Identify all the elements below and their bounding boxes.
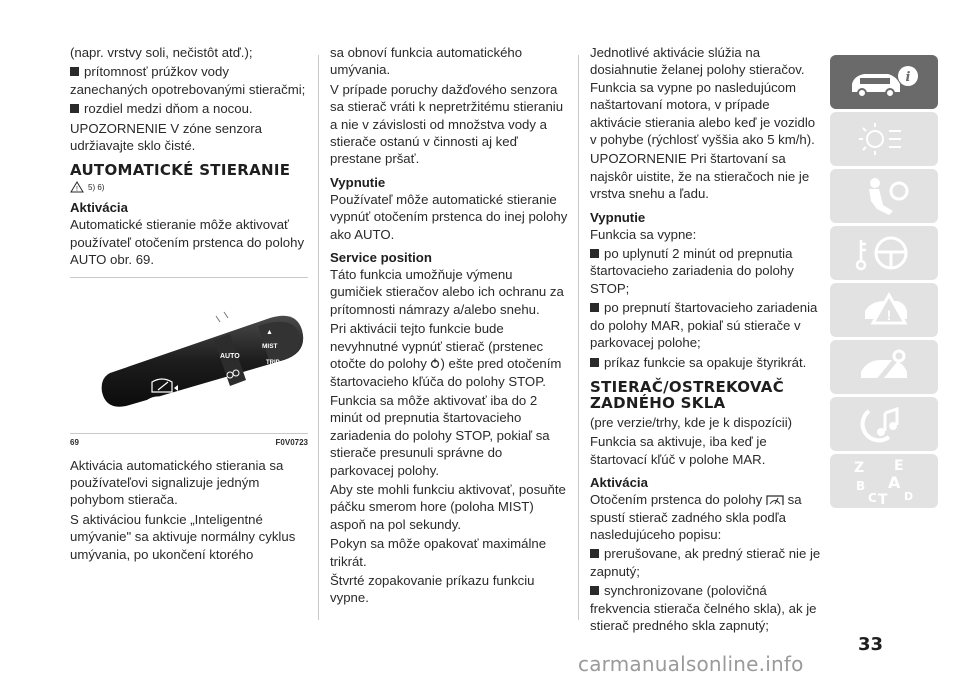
bullet-item: prítomnosť prúžkov vody zanechaných opotrebovanými stieračmi; bbox=[70, 64, 306, 97]
column-separator bbox=[578, 55, 579, 620]
paragraph: Aktivácia automatického stierania sa používateľovi signalizuje jedným pohybom stierača. bbox=[70, 457, 284, 508]
subheading: Service position bbox=[330, 250, 432, 266]
paragraph: Štvrté zopakovanie príkazu funkciu vypne. bbox=[330, 572, 535, 606]
warning-lights-icon bbox=[849, 119, 919, 159]
airbag-safety-icon bbox=[849, 175, 919, 217]
wiper-stalk-illustration bbox=[70, 278, 308, 428]
figure-number: 69 bbox=[70, 437, 79, 447]
off-position-icon bbox=[430, 358, 440, 369]
sidebar-tile-warning-lights[interactable] bbox=[830, 112, 938, 166]
svg-text:!: ! bbox=[76, 186, 78, 194]
warning-triangle-icon bbox=[849, 289, 919, 331]
text-column-3 bbox=[590, 44, 822, 636]
warning-references: ! 5) 6) bbox=[70, 181, 308, 193]
watermark: carmanualsonline.info bbox=[578, 652, 804, 676]
label-mist: MIST bbox=[262, 342, 278, 350]
svg-text:A: A bbox=[888, 473, 901, 492]
section-heading: STIERAČ/OSTREKOVAČ ZADNÉHO SKLA bbox=[590, 377, 784, 412]
paragraph: (napr. vrstvy soli, nečistôt atď.); bbox=[70, 45, 253, 60]
svg-text:Z: Z bbox=[854, 460, 865, 476]
svg-text:i: i bbox=[905, 70, 911, 85]
subheading: Vypnutie bbox=[590, 209, 646, 225]
paragraph: S aktiváciou funkcie „Inteligentné umývanie" sa aktivuje normálny cyklus umývania, po ukončení ktorého bbox=[70, 511, 296, 562]
sidebar-tile-starting-driving[interactable] bbox=[830, 226, 938, 280]
arrow-icon bbox=[172, 403, 176, 409]
text-column-1 bbox=[70, 44, 308, 565]
bullet-square-icon bbox=[70, 104, 79, 113]
bullet-square-icon bbox=[590, 303, 599, 312]
subheading: Aktivácia bbox=[70, 200, 128, 216]
sidebar-tile-index[interactable] bbox=[830, 454, 938, 508]
paragraph-notice: UPOZORNENIE V zóne senzora udržiavajte sklo čisté. bbox=[70, 120, 263, 154]
svg-text:E: E bbox=[894, 458, 904, 474]
car-info-icon bbox=[844, 62, 924, 102]
figure-69 bbox=[70, 277, 308, 447]
paragraph: Táto funkcia umožňuje výmenu gumičiek stieračov alebo ich ochranu za prítomnosti námrazy a/alebo snehu. bbox=[330, 267, 564, 317]
paragraph: Pri aktivácii tejto funkcie bude nevyhnutné vypnúť stierač (prstenec otočte do polohy ) ešte pred otočením štartovacieho kľúča do polohy STOP. bbox=[330, 321, 562, 389]
column-separator bbox=[318, 55, 319, 620]
paragraph: V prípade poruchy dažďového senzora sa stierač vráti k nepretržitému stieraniu a nie v závislosti od množstva vody a stierače ostanú v činnosti aj keď prestane pršať. bbox=[330, 81, 564, 167]
svg-text:!: ! bbox=[886, 307, 892, 323]
up-arrow-icon: ▲ bbox=[266, 328, 273, 336]
svg-text:T: T bbox=[878, 492, 888, 506]
bullet-square-icon bbox=[590, 358, 599, 367]
music-nav-icon bbox=[849, 403, 919, 445]
label-trip: TRIP bbox=[266, 359, 280, 366]
figure-caption bbox=[70, 438, 308, 447]
subheading: Vypnutie bbox=[330, 174, 386, 190]
section-heading: AUTOMATICKÉ STIERANIE bbox=[70, 161, 291, 180]
sidebar-tile-safety[interactable] bbox=[830, 169, 938, 223]
bullet-item: po uplynutí 2 minút od prepnutia štartovacieho zariadenia do polohy STOP; bbox=[590, 246, 794, 296]
paragraph: Jednotlivé aktivácie slúžia na dosiahnutie želanej polohy stieračov. Funkcia sa vypne po nasledujúcom naštartovaní motora, v prípade aktivácie stierania alebo keď je vozidlo v pohybe (rýchlosť vyššia ako 5 km/h). bbox=[590, 45, 816, 148]
bullet-item: príkaz funkcie sa opakuje štyrikrát. bbox=[590, 354, 822, 371]
figure-code: F0V0723 bbox=[275, 437, 308, 447]
paragraph: sa obnoví funkcia automatického umývania. bbox=[330, 45, 523, 78]
bullet-square-icon bbox=[590, 586, 599, 595]
paragraph: Automatické stieranie môže aktivovať používateľ otočením prstenca do polohy AUTO obr. 69. bbox=[70, 217, 305, 268]
svg-text:C: C bbox=[868, 491, 877, 505]
steering-wheel-key-icon bbox=[849, 232, 919, 274]
label-auto: AUTO bbox=[220, 352, 240, 360]
warning-triangle-icon bbox=[70, 181, 84, 193]
bullet-square-icon bbox=[590, 549, 599, 558]
bullet-square-icon bbox=[70, 67, 79, 76]
wrench-service-icon bbox=[849, 346, 919, 388]
sidebar-tile-maintenance[interactable] bbox=[830, 340, 938, 394]
wiper-rear-icon bbox=[148, 397, 168, 408]
alphabet-index-icon bbox=[844, 456, 924, 506]
paragraph-notice: UPOZORNENIE Pri štartovaní sa najskôr uistite, že na stieračoch nie je vrstva snehu a ľadu. bbox=[590, 151, 810, 202]
paragraph: Funkcia sa vypne: bbox=[590, 226, 697, 242]
paragraph: Otočením prstenca do polohy sa spustí stierač zadného skla podľa nasledujúceho popisu: bbox=[590, 492, 802, 542]
bullet-item: prerušovane, ak predný stierač nie je zapnutý; bbox=[590, 546, 821, 579]
bullet-item: rozdiel medzi dňom a nocou. bbox=[70, 100, 308, 117]
subheading: Aktivácia bbox=[590, 475, 648, 491]
paragraph: Používateľ môže automatické stieranie vypnúť otočením prstenca do inej polohy ako AUTO. bbox=[330, 191, 568, 242]
paragraph: Funkcia sa aktivuje, iba keď je štartovací kľúč v polohe MAR. bbox=[590, 434, 767, 467]
label-reset: RESET bbox=[262, 366, 283, 373]
bullet-item: synchronizovane (polovičná frekvencia stierača čelného skla), ak je stierač predného skla zapnutý; bbox=[590, 583, 817, 633]
sidebar-tile-car-info[interactable] bbox=[830, 55, 938, 109]
bullet-square-icon bbox=[590, 249, 599, 258]
page-number: 33 bbox=[858, 634, 884, 655]
rear-wiper-icon bbox=[766, 493, 784, 506]
paragraph: (pre verzie/trhy, kde je k dispozícii) bbox=[590, 414, 793, 430]
svg-text:D: D bbox=[904, 490, 914, 503]
svg-text:B: B bbox=[856, 479, 866, 493]
sidebar-tile-emergency[interactable] bbox=[830, 283, 938, 337]
bullet-item: po prepnutí štartovacieho zariadenia do polohy MAR, pokiaľ sú stierače v parkovacej polohe; bbox=[590, 300, 818, 351]
chapter-sidebar bbox=[830, 55, 942, 511]
text-column-2 bbox=[330, 44, 568, 609]
paragraph: Pokyn sa môže opakovať maximálne trikrát. bbox=[330, 536, 547, 569]
paragraph: Aby ste mohli funkciu aktivovať, posuňte páčku smerom hore (poloha MIST) aspoň na pol sekundy. bbox=[330, 481, 566, 532]
sidebar-tile-multimedia[interactable] bbox=[830, 397, 938, 451]
figure-bottom-rule bbox=[70, 433, 308, 434]
paragraph: Funkcia sa môže aktivovať iba do 2 minút od prepnutia štartovacieho zariadenia do polohy STOP, pokiaľ sa stierače presunuli správne do parkovacej polohy. bbox=[330, 392, 550, 478]
